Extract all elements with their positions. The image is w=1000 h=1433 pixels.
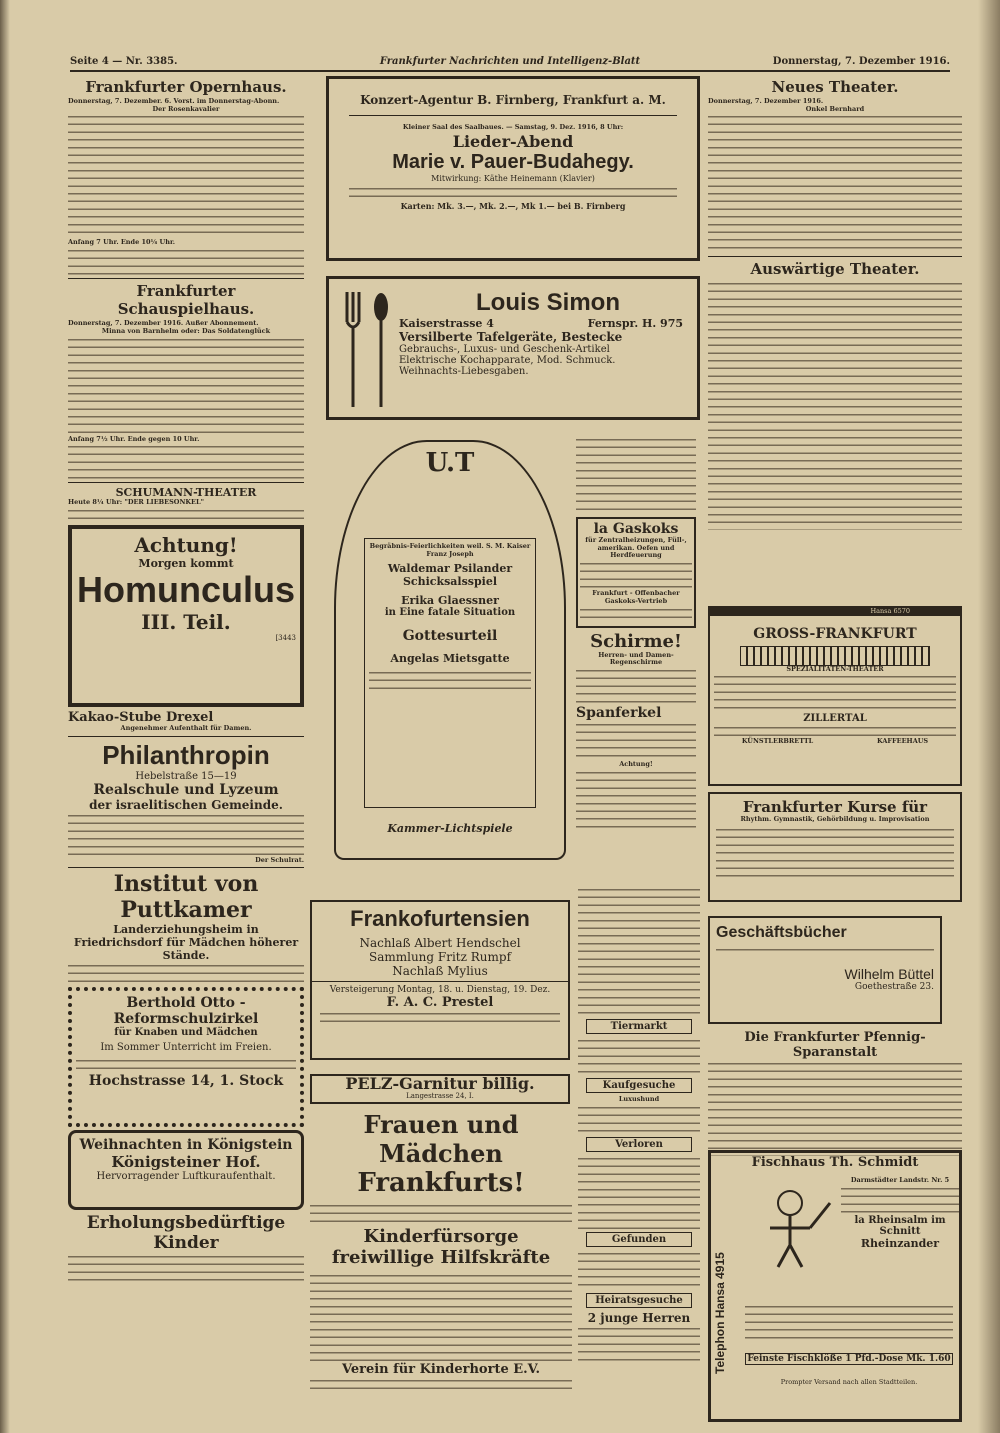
gesch-title: Geschäftsbücher [716, 924, 847, 941]
otto-sub: für Knaben und Mädchen [114, 1027, 258, 1039]
gross-phone: Hansa 6570 [710, 608, 960, 616]
herren-title: 2 junge Herren [587, 1310, 691, 1325]
ut-kammer: Kammer-Lichtspiele [387, 822, 513, 835]
oper-play: Der Rosenkavalier [152, 104, 220, 113]
oper-spielplan [68, 247, 304, 275]
neues-title: Neues Theater. [771, 78, 899, 96]
simon-line4: Weihnachts-Liebesgaben. [399, 366, 529, 377]
otto-title: Berthold Otto - Reformschulzirkel [113, 995, 259, 1028]
ausw-title: Auswärtige Theater. [750, 260, 920, 279]
fisherman-icon [745, 1183, 835, 1273]
kakao-title: Kakao-Stube Drexel [68, 709, 214, 725]
gross-kaffee: KAFFEEHAUS [876, 737, 929, 746]
homunculus-code: [3443 [275, 633, 296, 642]
homunculus-morgen: Morgen kommt [138, 556, 234, 570]
ut-glaessner: Erika Glaessner [401, 594, 499, 608]
luxushund-title: Luxushund [618, 1095, 660, 1103]
ut-begraebnis: Begräbnis-Feierlichkeiten weil. S. M. Kaiser Franz Joseph [369, 542, 531, 558]
frankof-mylius: Nachlaß Mylius [392, 964, 488, 978]
schau-spielplan [68, 443, 304, 479]
konzert-name: Marie v. Pauer-Budahegy. [392, 150, 634, 173]
gesch-address: Goethestraße 23. [854, 982, 934, 992]
fisch-kloesse: Feinste Fischklöße 1 Pfd.-Dose Mk. 1.60 [745, 1353, 953, 1365]
ausw-list [708, 280, 962, 530]
schau-title: Frankfurter Schauspielhaus. [117, 282, 255, 319]
pfennig-ad [708, 1030, 962, 1150]
ut-ad [334, 440, 566, 860]
simon-phone: Fernspr. H. 975 [587, 317, 683, 330]
ut-situation: in Eine fatale Situation [384, 607, 516, 619]
koenig-hof: Königsteiner Hof. [111, 1153, 261, 1172]
erhol-title: Erholungsbedürftige Kinder [86, 1213, 286, 1254]
gaskoks-sub: für Zentralheizungen, Füll-, amerikan. Oefen und Herdfeuerung [585, 536, 687, 560]
konzert-datum: Kleiner Saal des Saalbaues. — Samstag, 9. Dez. 1916, 8 Uhr: [402, 123, 624, 131]
koenig-sub: Hervorragender Luftkuraufenthalt. [96, 1171, 276, 1183]
fisch-title: Fischhaus Th. Schmidt [751, 1155, 919, 1170]
pelz-title: PELZ-Garnitur billig. [345, 1074, 535, 1093]
pelz-address: Langestrasse 24, I. [406, 1092, 474, 1100]
simon-line3: Elektrische Kochapparate, Mod. Schmuck. [399, 355, 616, 366]
oper-date: Donnerstag, 7. Dezember. 6. Vorst. im Donnerstag-Abonn. [68, 97, 280, 105]
gesch-ad [708, 916, 942, 1024]
schumann-title: SCHUMANN-THEATER [115, 486, 257, 500]
schumann-line: Heute 8¼ Uhr: "DER LIEBESONKEL" [68, 498, 204, 507]
phil-sign: Der Schulrat. [255, 855, 304, 864]
gesch-name: Wilhelm Büttel [844, 966, 934, 982]
konzert-ad [326, 76, 700, 261]
gross-title: GROSS-FRANKFURT [753, 625, 917, 642]
putt-text [68, 962, 304, 984]
pfennig-title: Die Frankfurter Pfennig-Sparanstalt [744, 1030, 926, 1060]
kurse-title: Frankfurter Kurse für [742, 798, 928, 816]
heirat-header: Heiratsgesuche [586, 1293, 692, 1308]
ut-schicksal: Schicksalsspiel [402, 575, 498, 589]
gaskoks-ad [576, 517, 696, 628]
ut-program [364, 538, 536, 808]
fisch-adresse: Darmstädter Landstr. Nr. 5 [850, 1176, 950, 1184]
page-number: Seite 4 — Nr. 3385. [70, 56, 178, 67]
spanferkel-achtung: Achtung! [619, 759, 653, 768]
frankof-hendschel: Nachlaß Albert Hendschel [359, 936, 521, 950]
koenig-ad [68, 1130, 304, 1210]
konzert-karten: Karten: Mk. 3.—, Mk. 2.—, Mk 1.— bei B. Firnberg [400, 200, 626, 211]
schau-cast [68, 336, 304, 436]
konzert-mitwirkung: Mitwirkung: Käthe Heinemann (Klavier) [431, 173, 595, 183]
page-header [70, 56, 950, 72]
otto-summer: Im Sommer Unterricht im Freien. [100, 1042, 272, 1054]
issue-date: Donnerstag, 7. Dezember 1916. [772, 56, 950, 67]
page-edge-left [0, 0, 10, 1433]
homunculus-teil: III. Teil. [141, 609, 231, 634]
schumann-text [68, 507, 304, 522]
frauen-kinder: Kinderfürsorge [363, 1226, 519, 1247]
frauen-ad [310, 1110, 572, 1422]
ut-logo: U.T [425, 448, 475, 478]
small-ads-top [576, 436, 696, 880]
phil-title: Philanthropin [102, 739, 270, 770]
phil-gemeinde: der israelitischen Gemeinde. [89, 797, 283, 812]
simon-name: Louis Simon [476, 289, 620, 316]
otto-ad [68, 987, 304, 1127]
gross-brettl: KÜNSTLERBRETTL [741, 737, 814, 746]
kakao-sub: Angenehmer Aufenthalt für Damen. [120, 723, 252, 732]
homunculus-name: Homunculus [76, 568, 295, 610]
gefunden-header: Gefunden [586, 1232, 692, 1247]
putt-sub: Landerziehungsheim in Friedrichsdorf für Mädchen höherer Stände. [73, 923, 299, 963]
spanferkel-title: Spanferkel [576, 704, 662, 721]
phil-school: Realschule und Lyzeum [93, 781, 279, 798]
gross-spez: SPEZIALITÄTEN-THEATER [786, 664, 884, 673]
frauen-verein: Verein für Kinderhorte E.V. [341, 1362, 541, 1377]
column-right-theater [708, 76, 962, 596]
tiermarkt-header: Tiermarkt [586, 1019, 692, 1034]
oper-cast [68, 113, 304, 239]
verloren-header: Verloren [586, 1137, 692, 1152]
simon-ad [326, 276, 700, 420]
fisch-rheinsalm: la Rheinsalm im Schnitt [854, 1214, 946, 1237]
schau-play: Minna von Barnhelm oder: Das Soldatenglück [101, 326, 271, 335]
ut-mietsgatte: Angelas Mietsgatte [390, 652, 510, 666]
otto-address: Hochstrasse 14, 1. Stock [88, 1073, 284, 1090]
schau-date: Donnerstag, 7. Dezember 1916. Außer Abonnement. [68, 319, 259, 328]
oper-anfang: Anfang 7 Uhr. Ende 10¼ Uhr. [68, 238, 176, 247]
gross-zillertal: ZILLERTAL [803, 713, 867, 725]
oper-title: Frankfurter Opernhaus. [85, 78, 287, 96]
fisch-telephon: Telephon Hansa 4915 [713, 1252, 727, 1374]
schau-anfang: Anfang 7½ Uhr. Ende gegen 10 Uhr. [68, 434, 200, 443]
gaskoks-firm: Frankfurt - Offenbacher Gaskoks-Vertrieb [592, 589, 680, 605]
fisch-zander: Rheinzander [860, 1236, 940, 1250]
frankof-ad [310, 900, 570, 1060]
neues-date: Donnerstag, 7. Dezember 1916. [708, 97, 824, 105]
newspaper-title: Frankfurter Nachrichten und Intelligenz-Blatt [379, 56, 641, 67]
phil-text [68, 812, 304, 857]
page-edge-right [978, 0, 1000, 1433]
gross-ad [708, 606, 962, 786]
konzert-agentur: Konzert-Agentur B. Firnberg, Frankfurt a. M. [360, 93, 666, 107]
frauen-title: Frauen und Mädchen [363, 1110, 519, 1168]
frankof-rumpf: Sammlung Fritz Rumpf [368, 950, 512, 964]
fisch-ad [708, 1150, 962, 1422]
kurse-ad [708, 792, 962, 902]
frauen-frankfurts: Frankfurts! [357, 1168, 525, 1198]
frauen-hilfe: freiwillige Hilfskräfte [331, 1247, 551, 1268]
ut-psilander: Waldemar Psilander [387, 562, 513, 576]
phil-address: Hebelstraße 15—19 [135, 770, 237, 782]
column-left [68, 76, 304, 1416]
schirme-sub: Herren- und Damen-Regenschirme [598, 650, 674, 667]
small-ads-bottom [578, 886, 700, 1426]
erhol-text [68, 1253, 304, 1283]
frankof-prestel: F. A. C. Prestel [386, 995, 494, 1010]
schirme-title: Schirme! [590, 630, 682, 652]
gaskoks-title: la Gaskoks [593, 521, 679, 537]
fisch-versand: Prompter Versand nach allen Stadtteilen. [780, 1378, 918, 1386]
neues-play: Onkel Bernhard [805, 104, 865, 113]
koenig-title: Weihnachten in Königstein [79, 1137, 293, 1154]
ut-gottesurteil: Gottesurteil [402, 628, 498, 645]
simon-line2: Gebrauchs-, Luxus- und Geschenk-Artikel [399, 344, 610, 355]
frankof-title: Frankofurtensien [350, 906, 530, 931]
homunculus-ad [68, 525, 304, 707]
homunculus-achtung: Achtung! [134, 532, 238, 557]
simon-line1: Versilberte Tafelgeräte, Bestecke [399, 330, 623, 344]
konzert-lieder: Lieder-Abend [452, 131, 574, 151]
cutlery-icon [339, 287, 399, 417]
neues-cast [708, 113, 962, 253]
pelz-ad [310, 1074, 570, 1104]
kurse-sub: Rhythm. Gymnastik, Gehörbildung u. Improvisation [740, 815, 930, 823]
frankof-versteigerung: Versteigerung Montag, 18. u. Dienstag, 19. Dez. [329, 985, 551, 995]
putt-title: Institut von Puttkamer [113, 871, 259, 924]
simon-address: Kaiserstrasse 4 [399, 317, 494, 330]
kaufgesuche-header: Kaufgesuche [586, 1078, 692, 1093]
